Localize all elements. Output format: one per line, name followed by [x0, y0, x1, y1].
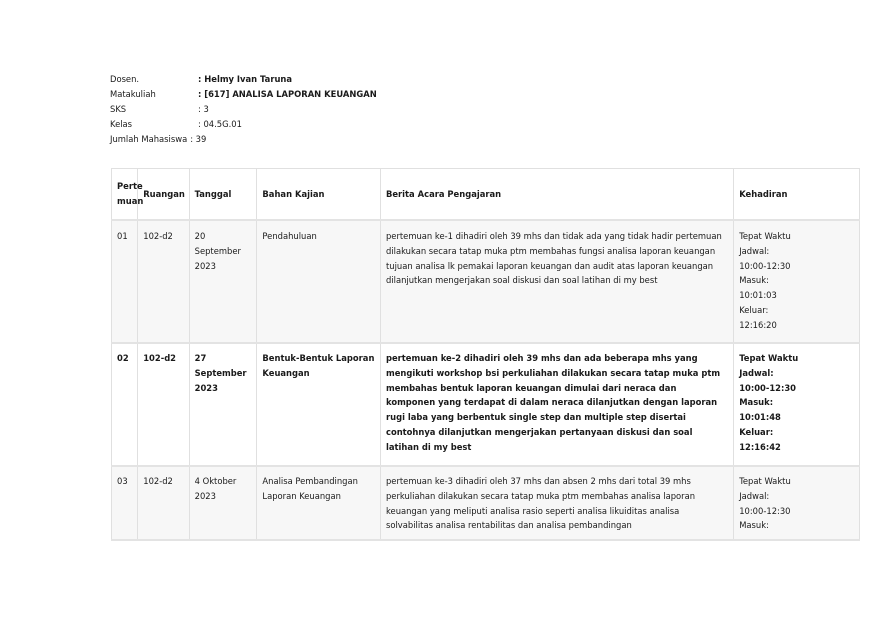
- jumlah-value: : 39: [190, 134, 207, 144]
- table-row: [112, 343, 860, 466]
- col-tanggal: Tanggal: [189, 169, 257, 221]
- sks-value: : 3: [198, 104, 209, 114]
- dosen-row: [110, 72, 377, 87]
- cell-bahan-kajian: Pendahuluan: [257, 220, 381, 343]
- table-header-row: [112, 169, 860, 221]
- cell-berita-acara: pertemuan ke-1 dihadiri oleh 39 mhs dan tidak ada yang tidak hadir pertemuan dilakukan secara tatap muka ptm membahas fungsi analisa laporan keuangan tujuan analisa lk pemakai laporan keuangan dan audit atas laporan keuangan dilanjutkan mengerjakan soal diskusi dan soal latihan di my best: [380, 220, 733, 343]
- cell-pertemuan: 02: [112, 343, 138, 466]
- masuk-value: 10:01:03: [739, 290, 777, 301]
- cell-bahan-kajian: Bentuk-Bentuk Laporan Keuangan: [257, 343, 381, 466]
- col-kehadiran: Kehadiran: [734, 169, 860, 221]
- cell-berita-acara: pertemuan ke-3 dihadiri oleh 37 mhs dan absen 2 mhs dari total 39 mhs perkuliahan dilakukan secara tatap muka ptm membahas analisa laporan keuangan yang meliputi analisa rasio seperti analisa likuiditas analisa solvabilitas analisa rentabilitas dan analisa pembandingan: [380, 466, 733, 540]
- cell-ruangan: 102-d2: [138, 343, 189, 466]
- dosen-value: : Helmy Ivan Taruna: [198, 74, 293, 84]
- cell-kehadiran: [734, 343, 860, 466]
- col-berita-acara: Berita Acara Pengajaran: [380, 169, 733, 221]
- kelas-row: [110, 117, 377, 132]
- col-bahan-kajian: Bahan Kajian: [257, 169, 381, 221]
- cell-bahan-kajian: Analisa Pembandingan Laporan Keuangan: [257, 466, 381, 540]
- table-row: [112, 466, 860, 540]
- kelas-label: Kelas: [110, 119, 133, 129]
- masuk-label: Masuk:: [739, 275, 769, 286]
- cell-kehadiran: [734, 466, 860, 540]
- jumlah-label: Jumlah Mahasiswa: [110, 134, 188, 144]
- course-info: [110, 72, 377, 147]
- cell-tanggal: 27 September 2023: [189, 343, 257, 466]
- cell-tanggal: 20 September 2023: [189, 220, 257, 343]
- col-pertemuan-line2: muan: [117, 196, 144, 206]
- jadwal-label: Jadwal:: [739, 490, 770, 501]
- masuk-value: 10:01:48: [739, 412, 781, 423]
- keluar-value: 12:16:20: [739, 319, 777, 330]
- dosen-label: Dosen.: [110, 74, 140, 84]
- jadwal-value: 10:00-12:30: [739, 382, 796, 393]
- sks-row: [110, 102, 377, 117]
- cell-pertemuan: 01: [112, 220, 138, 343]
- kelas-value: : 04.5G.01: [198, 119, 242, 129]
- jadwal-label: Jadwal:: [739, 367, 774, 378]
- masuk-label: Masuk:: [739, 397, 774, 408]
- attendance-table: [111, 168, 860, 541]
- col-pertemuan: [112, 169, 144, 221]
- cell-ruangan: 102-d2: [138, 220, 189, 343]
- col-pertemuan-line1: Perte: [117, 181, 143, 192]
- jadwal-value: 10:00-12:30: [739, 260, 791, 271]
- jadwal-label: Jadwal:: [739, 245, 770, 256]
- status-label: Tepat Waktu: [739, 353, 799, 363]
- cell-kehadiran: [734, 220, 860, 343]
- col-ruangan: Ruangan: [138, 169, 189, 221]
- matakuliah-value: : [617] ANALISA LAPORAN KEUANGAN: [198, 89, 377, 99]
- matakuliah-row: [110, 87, 377, 102]
- matakuliah-label: Matakuliah: [110, 89, 156, 99]
- cell-ruangan: 102-d2: [138, 466, 189, 540]
- cell-tanggal: 4 Oktober 2023: [189, 466, 257, 540]
- cell-pertemuan: 03: [112, 466, 138, 540]
- cell-berita-acara: pertemuan ke-2 dihadiri oleh 39 mhs dan ada beberapa mhs yang mengikuti workshop bsi perkuliahan dilakukan secara tatap muka ptm membahas bentuk laporan keuangan dimulai dari neraca dan komponen yang terdapat di dalam neraca dilanjutkan dengan laporan rugi laba yang berbentuk single step dan multiple step disertai contohnya dilanjutkan mengerjakan pertanyaan diskusi dan soal latihan di my best: [380, 343, 733, 466]
- table-row: [112, 220, 860, 343]
- status-label: Tepat Waktu: [739, 476, 791, 486]
- status-label: Tepat Waktu: [739, 231, 791, 241]
- keluar-label: Keluar:: [739, 426, 774, 437]
- keluar-label: Keluar:: [739, 304, 769, 315]
- keluar-value: 12:16:42: [739, 441, 781, 452]
- jumlah-row: [110, 132, 377, 147]
- sks-label: SKS: [110, 104, 127, 114]
- jadwal-value: 10:00-12:30: [739, 505, 791, 516]
- masuk-label: Masuk:: [739, 520, 769, 531]
